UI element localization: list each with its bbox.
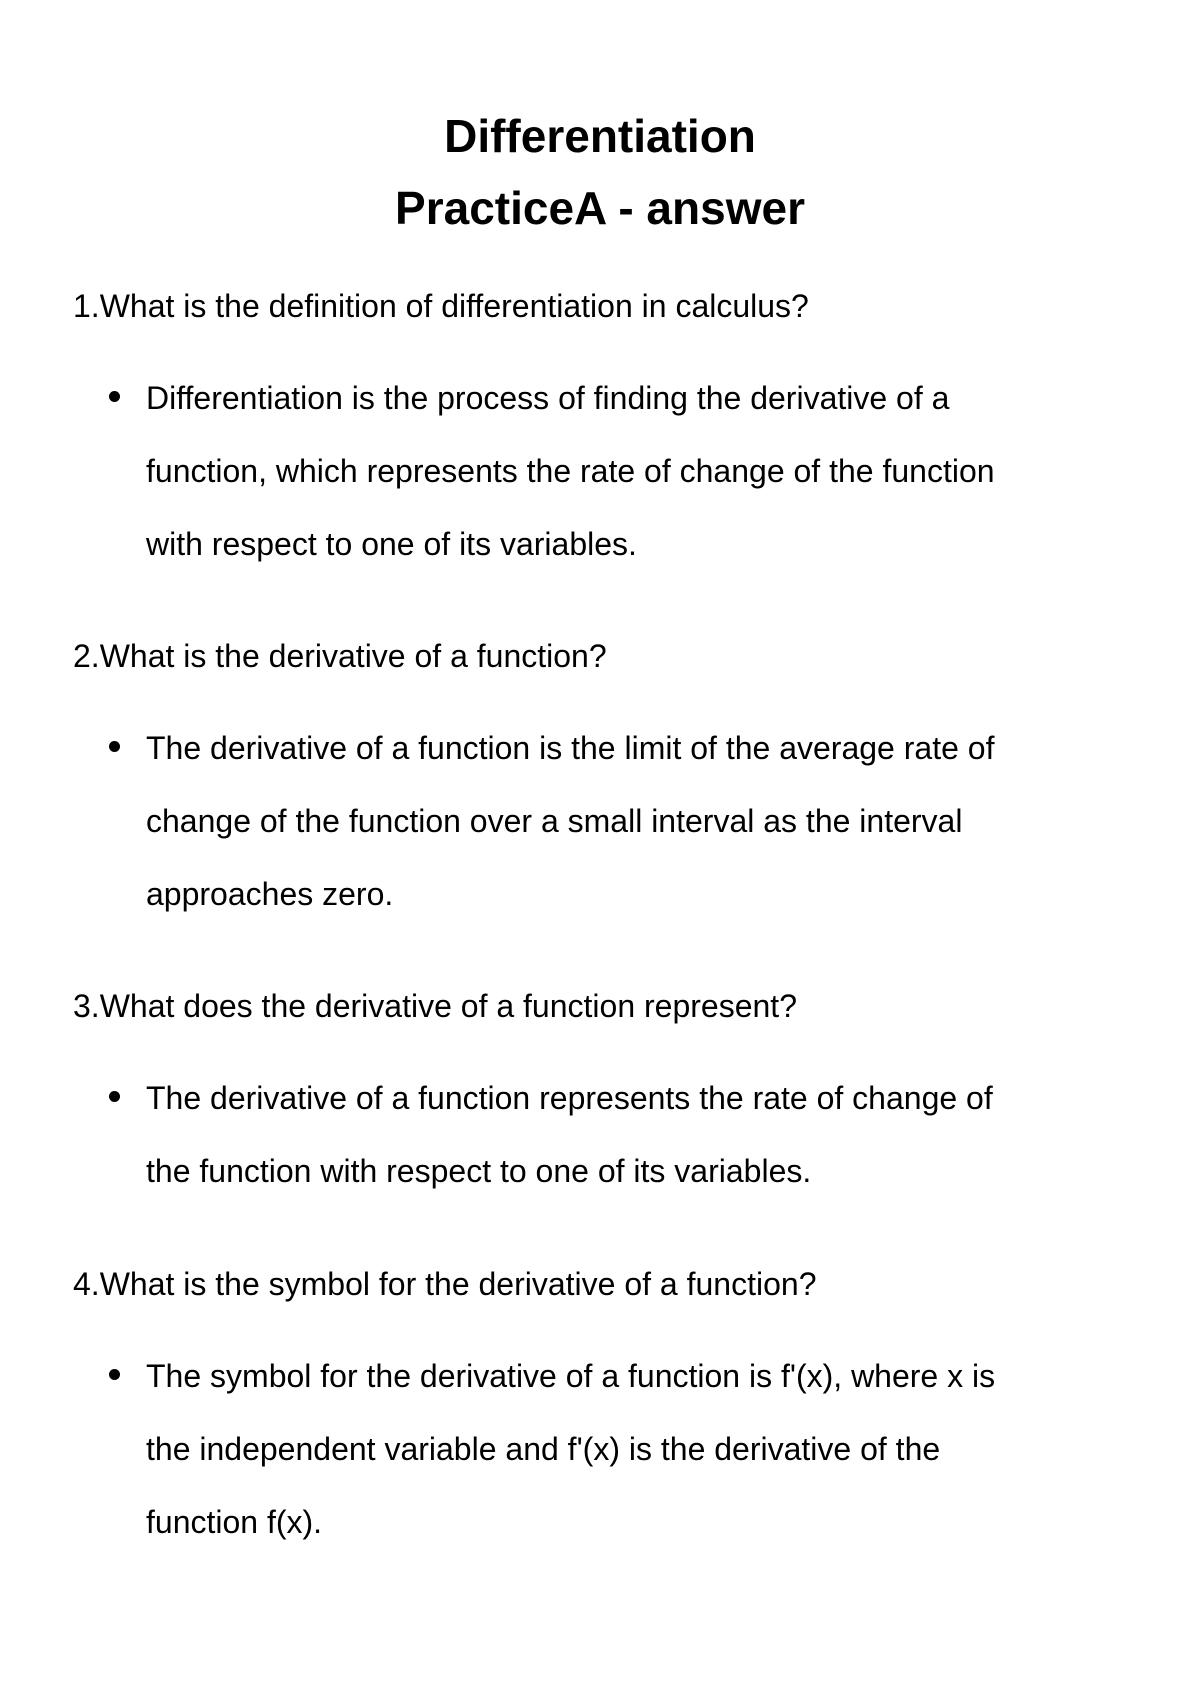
answer-line: The symbol for the derivative of a function is f'(x), where x is: [146, 1358, 996, 1394]
bullet-icon: [109, 1369, 120, 1380]
question-text: 2.What is the derivative of a function?: [73, 638, 607, 674]
answer-line: The derivative of a function is the limit of the average rate of: [146, 730, 995, 766]
question-text: 4.What is the symbol for the derivative of a function?: [73, 1266, 817, 1302]
qa-item-2: [73, 636, 1133, 947]
answer-line: Differentiation is the process of finding the derivative of a: [146, 380, 950, 416]
answer-bullet: [73, 728, 1133, 947]
document-subtitle: PracticeA - answer: [395, 182, 805, 234]
answer-line: the independent variable and f'(x) is the derivative of the: [146, 1431, 941, 1467]
answer-line: the function with respect to one of its variables.: [146, 1153, 812, 1189]
answer-line: function f(x).: [146, 1504, 323, 1540]
answer-line: change of the function over a small interval as the interval: [146, 803, 963, 839]
qa-item-4: [73, 1264, 1133, 1575]
answer-bullet: [73, 1078, 1133, 1224]
answer-line: function, which represents the rate of change of the function: [146, 453, 995, 489]
answer-line: The derivative of a function represents the rate of change of: [146, 1080, 993, 1116]
question-text: 3.What does the derivative of a function represent?: [73, 988, 797, 1024]
answer-bullet: [73, 378, 1133, 597]
bullet-icon: [109, 391, 120, 402]
answer-line: approaches zero.: [146, 876, 394, 912]
document-title: Differentiation: [444, 110, 756, 162]
qa-item-3: [73, 986, 1133, 1224]
question-text: 1.What is the definition of differentiation in calculus?: [73, 288, 809, 324]
qa-item-1: [73, 286, 1133, 597]
answer-bullet: [73, 1356, 1133, 1575]
title-block: [0, 100, 1200, 244]
bullet-icon: [109, 741, 120, 752]
answer-line: with respect to one of its variables.: [146, 526, 637, 562]
bullet-icon: [109, 1091, 120, 1102]
